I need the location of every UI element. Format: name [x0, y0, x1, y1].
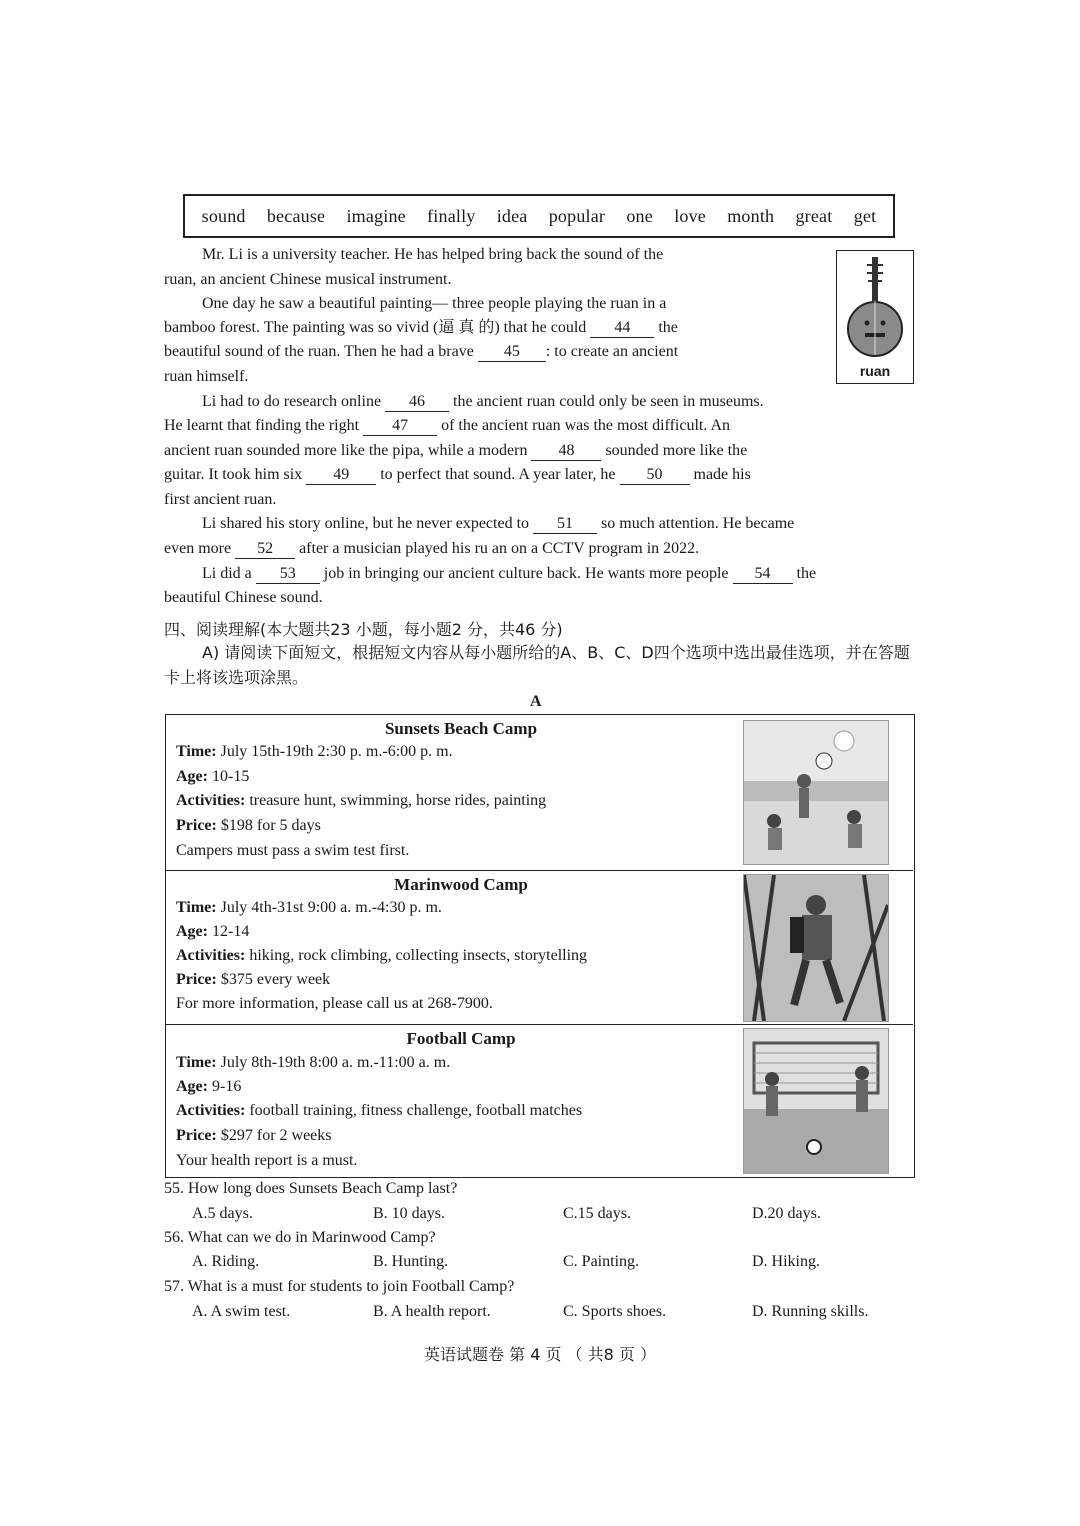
passage-line: guitar. It took him six 49 to perfect that sound. A year later, he 50 made his: [164, 466, 751, 483]
part-letter: A: [530, 693, 542, 710]
camp-football: [166, 1024, 913, 1176]
camp-price: Price: $297 for 2 weeks: [176, 1127, 332, 1144]
football-camp-image: [743, 1028, 889, 1174]
camp-time: Time: July 15th-19th 2:30 p. m.-6:00 p. m.: [176, 743, 453, 760]
question-57: 57. What is a must for students to join Football Camp?: [164, 1278, 515, 1295]
passage-line: ruan himself.: [164, 368, 249, 385]
camp-name: Sunsets Beach Camp: [384, 719, 538, 738]
blank-49[interactable]: 49: [306, 466, 376, 485]
option[interactable]: A.5 days.: [192, 1205, 253, 1222]
passage-line: He learnt that finding the right 47 of the ancient ruan was the most difficult. An: [164, 417, 731, 434]
ruan-caption: ruan: [859, 363, 891, 379]
option[interactable]: D.20 days.: [752, 1205, 821, 1222]
word-bank-item: imagine: [346, 205, 406, 226]
camp-price: Price: $375 every week: [176, 971, 331, 988]
passage-line: even more 52 after a musician played his ru an on a CCTV program in 2022.: [164, 540, 700, 557]
option[interactable]: C. Painting.: [563, 1253, 640, 1270]
camp-name: Football Camp: [406, 1029, 516, 1048]
word-bank-item: sound: [201, 205, 246, 226]
blank-53[interactable]: 53: [256, 565, 320, 584]
passage-line: ruan, an ancient Chinese musical instrument.: [164, 271, 452, 288]
word-bank-item: idea: [496, 205, 528, 226]
camp-name: Marinwood Camp: [394, 875, 528, 894]
passage-line: first ancient ruan.: [164, 491, 277, 508]
blank-54[interactable]: 54: [733, 565, 793, 584]
camp-activities: Activities: hiking, rock climbing, collecting insects, storytelling: [176, 947, 588, 964]
beach-camp-image: [743, 720, 889, 865]
camp-note: For more information, please call us at 268-7900.: [176, 995, 493, 1012]
word-bank-item: get: [853, 205, 877, 226]
option[interactable]: A. Riding.: [192, 1253, 260, 1270]
option[interactable]: D. Running skills.: [752, 1303, 869, 1320]
option[interactable]: C.15 days.: [563, 1205, 631, 1222]
word-bank-item: popular: [548, 205, 606, 226]
passage-line: Mr. Li is a university teacher. He has helped bring back the sound of the: [202, 246, 664, 263]
camp-table: [165, 714, 915, 1178]
word-bank-item: finally: [427, 205, 476, 226]
passage-line: bamboo forest. The painting was so vivid (逼 真 的) that he could 44 the: [164, 319, 678, 336]
word-bank-item: because: [266, 205, 326, 226]
word-bank-item: love: [674, 205, 706, 226]
option[interactable]: B. A health report.: [373, 1303, 491, 1320]
camp-age: Age: 10-15: [176, 768, 250, 785]
hiking-camp-image: [743, 874, 889, 1022]
camp-activities: Activities: treasure hunt, swimming, horse rides, painting: [176, 792, 547, 809]
passage-line: beautiful sound of the ruan. Then he had a brave 45 : to create an ancient: [164, 343, 679, 360]
option[interactable]: D. Hiking.: [752, 1253, 820, 1270]
camp-note: Campers must pass a swim test first.: [176, 842, 410, 859]
passage-line: ancient ruan sounded more like the pipa, while a modern 48 sounded more like the: [164, 442, 748, 459]
question-55: 55. How long does Sunsets Beach Camp last?: [164, 1180, 458, 1197]
camp-price: Price: $198 for 5 days: [176, 817, 321, 834]
option[interactable]: B. 10 days.: [373, 1205, 445, 1222]
option[interactable]: C. Sports shoes.: [563, 1303, 667, 1320]
option[interactable]: B. Hunting.: [373, 1253, 449, 1270]
passage-line: Li had to do research online 46 the ancient ruan could only be seen in museums.: [202, 393, 764, 410]
camp-note: Your health report is a must.: [176, 1152, 358, 1169]
option[interactable]: A. A swim test.: [192, 1303, 291, 1320]
passage-line: One day he saw a beautiful painting— three people playing the ruan in a: [202, 295, 667, 312]
blank-45[interactable]: 45: [478, 343, 546, 362]
blank-46[interactable]: 46: [385, 393, 449, 412]
ruan-illustration: [836, 250, 914, 384]
camp-age: Age: 9-16: [176, 1078, 242, 1095]
ruan-icon: [837, 251, 913, 363]
blank-51[interactable]: 51: [533, 515, 597, 534]
camp-time: Time: July 8th-19th 8:00 a. m.-11:00 a. m.: [176, 1054, 451, 1071]
question-56: 56. What can we do in Marinwood Camp?: [164, 1229, 436, 1246]
word-bank-item: month: [727, 205, 775, 226]
instruction: A) 请阅读下面短文，根据短文内容从每小题所给的A、B、C、D四个选项中选出最佳选项，并在答题卡上将该选项涂黑。: [164, 643, 910, 687]
camp-time: Time: July 4th-31st 9:00 a. m.-4:30 p. m.: [176, 899, 442, 916]
passage-line: beautiful Chinese sound.: [164, 589, 323, 606]
section-title: 四、阅读理解(本大题共23 小题，每小题2 分，共46 分): [164, 620, 563, 639]
word-bank-item: great: [795, 205, 833, 226]
camp-marinwood: [166, 870, 913, 1024]
blank-44[interactable]: 44: [590, 319, 654, 338]
camp-sunsets-beach: [166, 715, 913, 870]
word-bank: [183, 194, 895, 238]
passage-line: Li did a 53 job in bringing our ancient culture back. He wants more people 54 the: [202, 565, 817, 582]
blank-52[interactable]: 52: [235, 540, 295, 559]
word-bank-item: one: [626, 205, 653, 226]
blank-47[interactable]: 47: [363, 417, 437, 436]
page-footer: 英语试题卷 第 4 页 （ 共8 页 ）: [424, 1345, 656, 1364]
camp-age: Age: 12-14: [176, 923, 250, 940]
blank-50[interactable]: 50: [620, 466, 690, 485]
passage-line: Li shared his story online, but he never expected to 51 so much attention. He became: [202, 515, 795, 532]
blank-48[interactable]: 48: [531, 442, 601, 461]
camp-activities: Activities: football training, fitness challenge, football matches: [176, 1102, 583, 1119]
